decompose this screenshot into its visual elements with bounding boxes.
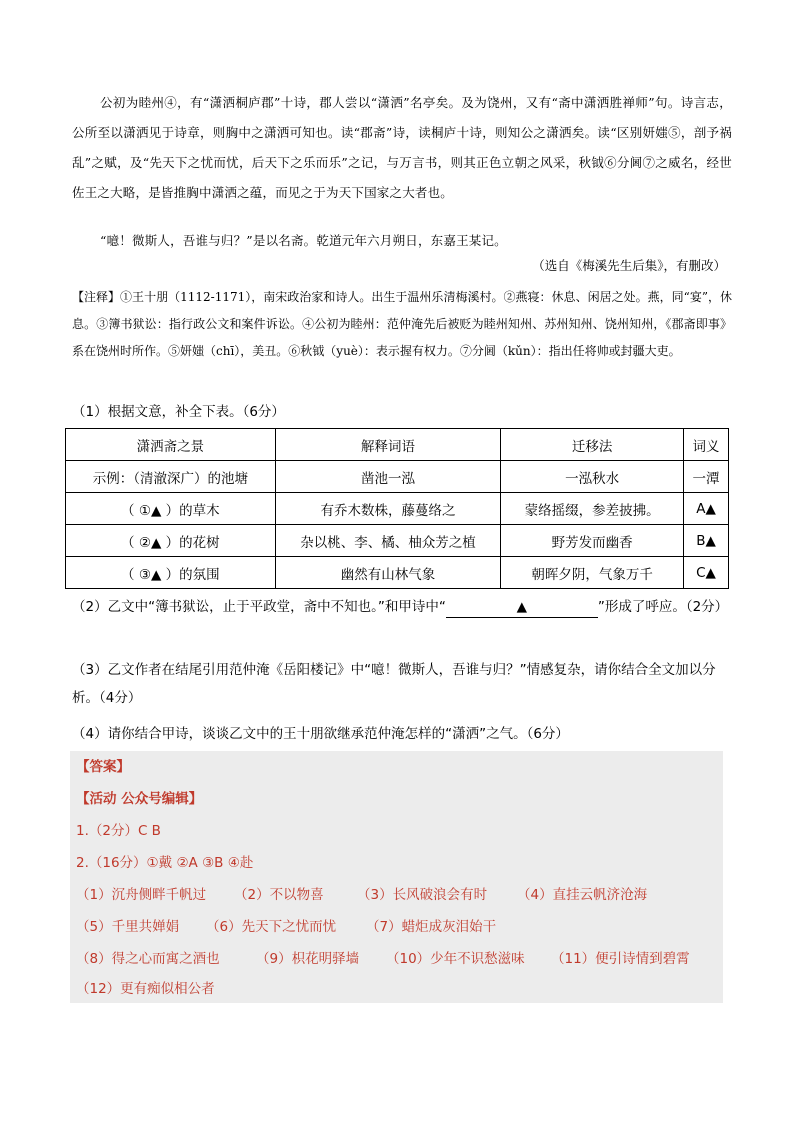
answer-box (70, 751, 723, 1003)
answer-item: （12）更有痴似相公者 (76, 981, 215, 997)
table-cell: 杂以桃、李、橘、柚众芳之植 (275, 525, 501, 557)
fill-blank[interactable]: ▲ (446, 597, 598, 618)
question-2-pre: （2）乙文中“簿书狱讼，止于平政堂，斋中不知也。”和甲诗中“ (72, 599, 446, 615)
table-cell: 凿池一泓 (275, 461, 501, 493)
table-header-row (66, 429, 729, 461)
table-cell: B▲ (684, 525, 729, 557)
table-cell: 朝晖夕阴，气象万千 (501, 557, 684, 589)
table-cell: 一泓秋水 (501, 461, 684, 493)
question-1: （1）根据文意，补全下表。（6分） (72, 404, 285, 420)
table-cell: 一潭 (684, 461, 729, 493)
table-cell: 示例：（清澈深广）的池塘 (66, 461, 276, 493)
answer-line (76, 977, 716, 997)
answer-1: 1.（2分）C B (76, 823, 161, 839)
question-2 (72, 593, 732, 621)
answer-item: （9）枳花明驿墙 (256, 951, 360, 967)
table-cell: 有乔木数株，藤蔓络之 (275, 493, 501, 525)
answer-heading: 【答案】 (76, 759, 130, 775)
answer-activity: 【活动 公众号编辑】 (76, 791, 203, 807)
question-2-post: ”形成了呼应。（2分） (597, 599, 729, 615)
answer-item: （5）千里共婵娟 (76, 919, 180, 935)
answer-item: （7）蜡炬成灰泪始干 (366, 919, 497, 935)
annotation-notes: 【注释】①王十朋（1112-1171），南宋政治家和诗人。出生于温州乐清梅溪村。②燕寝：休息、闲居之处。燕，同“宴”，休息。③簿书狱讼：指行政公文和案件诉讼。④公初为睦州：范仲淹先后被贬为睦州知州、苏州知州、饶州知州，《郡斋即事》系在饶州时所作。⑤妍媸（chī），美丑。⑥秋钺（yuè）：表示握有权力。⑦分阃（kǔn）：指出任将帅或封疆大吏。 (72, 290, 732, 358)
passage-source: （选自《梅溪先生后集》，有删改） (532, 258, 726, 273)
answer-item: （3）长风破浪会有时 (357, 887, 488, 903)
table-cell: 幽然有山林气象 (275, 557, 501, 589)
answer-item: （11）便引诗情到碧霄 (551, 951, 690, 967)
table-header: 词义 (684, 429, 729, 461)
answer-table (65, 428, 729, 589)
answer-item: （10）少年不识愁滋味 (386, 951, 525, 967)
table-row (66, 557, 729, 589)
table-cell: C▲ (684, 557, 729, 589)
passage-paragraph-1: 公初为睦州④，有“潇洒桐庐郡”十诗，郡人尝以“潇洒”名亭矣。及为饶州，又有“斋中潇洒胜禅师”句。诗言志，公所至以潇洒见于诗章，则胸中之潇洒可知也。读“郡斋”诗，读桐庐十诗，则知公之潇洒矣。读“区别妍媸⑤，剖予祸乱”之赋，及“先天下之忧而忧，后天下之乐而乐”之记，与万言书，则其正色立朝之风采，秋钺⑥分阃⑦之威名，经世佐王之大略，是皆推胸中潇洒之蕴，而见之于为天下国家之大者也。 (72, 95, 732, 200)
table-header: 潇洒斋之景 (66, 429, 276, 461)
answer-line (76, 915, 716, 935)
answer-line (76, 947, 716, 967)
question-3: （3）乙文作者在结尾引用范仲淹《岳阳楼记》中“噫！微斯人，吾谁与归？”情感复杂，请你结合全文加以分析。（4分） (72, 662, 716, 706)
answer-item: （1）沉舟侧畔千帆过 (76, 887, 207, 903)
table-row (66, 525, 729, 557)
table-row (66, 493, 729, 525)
table-cell: （ ①▲ ）的草木 (66, 493, 276, 525)
table-row (66, 461, 729, 493)
answer-2: 2.（16分）①戴 ②A ③B ④赴 (76, 855, 254, 871)
table-header: 迁移法 (501, 429, 684, 461)
passage-paragraph-2: “噫！微斯人，吾谁与归？”是以名斋。乾道元年六月朔日，东嘉王某记。 (100, 233, 507, 248)
table-header: 解释词语 (275, 429, 501, 461)
answer-item: （6）先天下之忧而忧 (206, 919, 337, 935)
table-cell: 蒙络摇缀，参差披拂。 (501, 493, 684, 525)
table-cell: （ ③▲ ）的氛围 (66, 557, 276, 589)
answer-item: （4）直挂云帆济沧海 (517, 887, 648, 903)
answer-line (76, 883, 716, 903)
table-cell: A▲ (684, 493, 729, 525)
question-4: （4）请你结合甲诗，谈谈乙文中的王十朋欲继承范仲淹怎样的“潇洒”之气。（6分） (72, 726, 569, 742)
answer-item: （8）得之心而寓之酒也 (76, 951, 220, 967)
table-cell: 野芳发而幽香 (501, 525, 684, 557)
table-cell: （ ②▲ ）的花树 (66, 525, 276, 557)
answer-item: （2）不以物喜 (234, 887, 324, 903)
